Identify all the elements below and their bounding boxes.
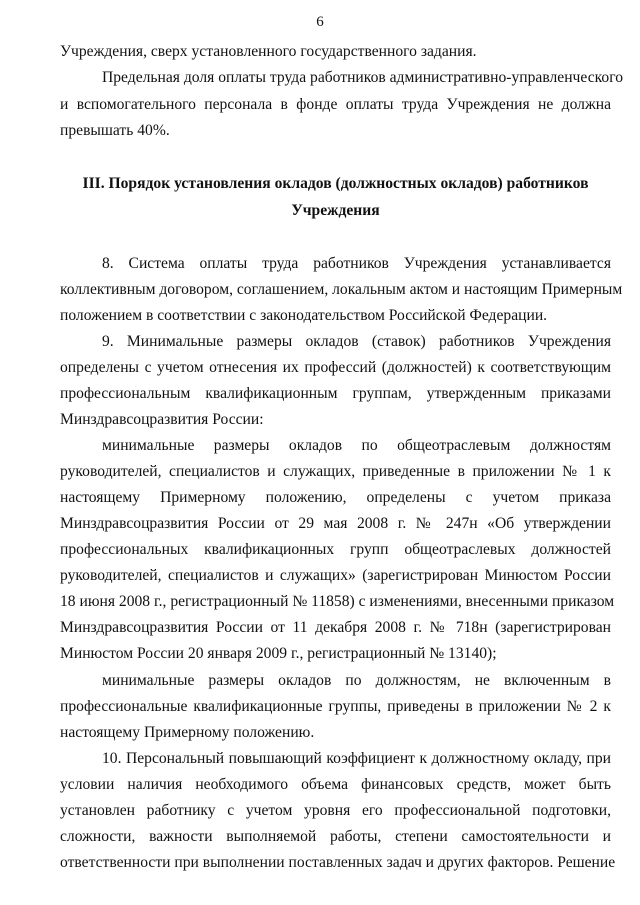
text-line: положением в соответствии с законодательством Российской Федерации. [60,307,548,324]
text-line: профессиональных квалификационных групп общеотраслевых должностей [60,541,611,558]
text-line: и вспомогательного персонала в фонде оплаты труда Учреждения не должна [60,96,611,113]
text-line: Минюстом России 20 января 2009 г., регистрационный № 13140); [60,645,497,662]
text-line: превышать 40%. [60,122,170,139]
section-heading: III. Порядок установления окладов (должностных окладов) работников [82,175,589,192]
text-line: 9. Минимальные размеры окладов (ставок) работников Учреждения [102,333,611,350]
text-line: Учреждения, сверх установленного государственного задания. [60,43,477,60]
text-line: профессиональные квалификационные группы, приведены в приложении № 2 к [60,698,611,715]
text-line: руководителей, специалистов и служащих» (зарегистрирован Минюстом России [60,567,611,584]
text-line: 8. Система оплаты труда работников Учреждения устанавливается [102,255,611,272]
text-line: Минздравсоцразвития России от 29 мая 2008 г. № 247н «Об утверждении [60,515,611,532]
text-line: 10. Персональный повышающий коэффициент к должностному окладу, при [102,750,611,767]
text-line: Минздравсоцразвития России: [60,411,264,428]
text-line: условии наличия необходимого объема финансовых средств, может быть [60,776,611,793]
text-line: 18 июня 2008 г., регистрационный № 11858) с изменениями, внесенными приказом [60,593,615,610]
section-heading: Учреждения [291,202,380,219]
page-number: 6 [316,14,324,30]
text-line: коллективным договором, соглашением, локальным актом и настоящим Примерным [60,281,623,298]
text-line: настоящему Примерному положению. [60,724,315,741]
text-line: Предельная доля оплаты труда работников административно-управленческого [102,69,624,86]
text-line: ответственности при выполнении поставленных задач и других факторов. Решение [60,854,616,871]
text-line: минимальные размеры окладов по общеотраслевым должностям [102,437,611,454]
text-line: профессиональным квалификационным группам, утвержденным приказами [60,385,611,402]
text-line: настоящему Примерному положению, определены с учетом приказа [60,489,611,506]
text-line: Минздравсоцразвития России от 11 декабря 2008 г. № 718н (зарегистрирован [60,619,611,636]
text-line: руководителей, специалистов и служащих, приведенные в приложении № 1 к [60,463,611,480]
text-line: установлен работнику с учетом уровня его профессиональной подготовки, [60,802,611,819]
text-line: сложности, важности выполняемой работы, степени самостоятельности и [60,828,611,845]
text-line: минимальные размеры окладов по должностям, не включенным в [102,672,611,689]
text-line: определены с учетом отнесения их профессий (должностей) к соответствующим [60,359,611,376]
